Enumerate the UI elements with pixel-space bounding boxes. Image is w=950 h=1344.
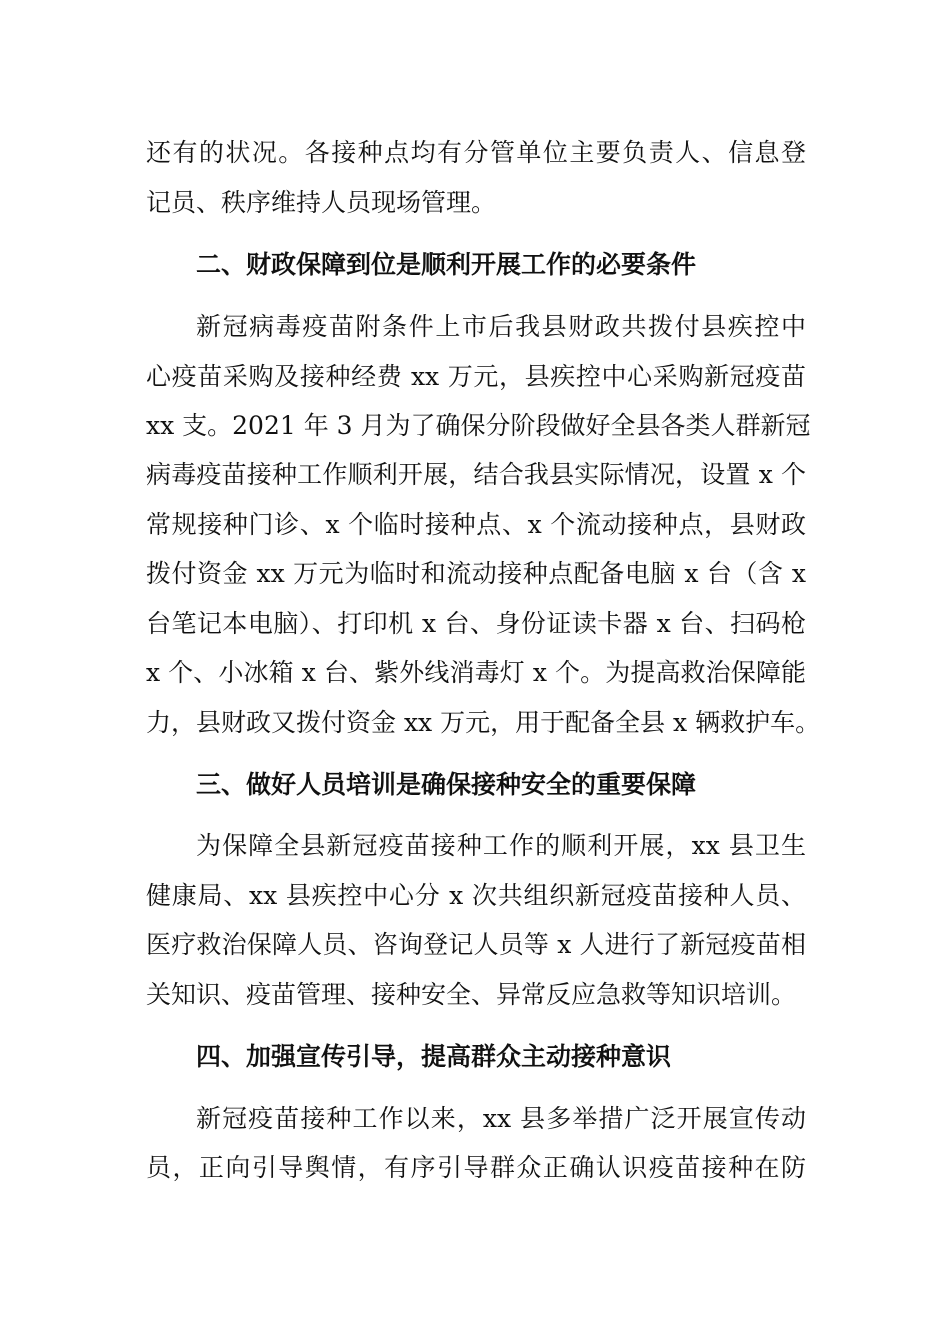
paragraph-line: 力，县财政又拨付资金 xx 万元，用于配备全县 x 辆救护车。	[146, 708, 821, 737]
paragraph-line: 心疫苗采购及接种经费 xx 万元，县疾控中心采购新冠疫苗	[146, 362, 806, 391]
paragraph-line: 台笔记本电脑）、打印机 x 台、身份证读卡器 x 台、扫码枪	[146, 609, 806, 638]
paragraph-line: 还有的状况。各接种点均有分管单位主要负责人、信息登	[146, 138, 806, 167]
section-heading: 二、财政保障到位是顺利开展工作的必要条件	[196, 250, 697, 279]
paragraph-line: 拨付资金 xx 万元为临时和流动接种点配备电脑 x 台（含 x	[146, 559, 806, 588]
paragraph-line: 新冠病毒疫苗附条件上市后我县财政共拨付县疾控中	[196, 312, 806, 341]
paragraph-line: 病毒疫苗接种工作顺利开展，结合我县实际情况，设置 x 个	[146, 460, 806, 489]
paragraph-line: x 个、小冰箱 x 台、紫外线消毒灯 x 个。为提高救治保障能	[146, 658, 806, 687]
paragraph-line: 为保障全县新冠疫苗接种工作的顺利开展，xx 县卫生	[196, 831, 806, 860]
paragraph-line: 健康局、xx 县疾控中心分 x 次共组织新冠疫苗接种人员、	[146, 881, 806, 910]
paragraph-line: 医疗救治保障人员、咨询登记人员等 x 人进行了新冠疫苗相	[146, 930, 806, 959]
paragraph-line: 新冠疫苗接种工作以来，xx 县多举措广泛开展宣传动	[196, 1104, 806, 1133]
paragraph-line: 记员、秩序维持人员现场管理。	[146, 188, 497, 217]
section-heading: 四、加强宣传引导，提高群众主动接种意识	[196, 1042, 672, 1071]
paragraph-line: 常规接种门诊、x 个临时接种点、x 个流动接种点，县财政	[146, 510, 806, 539]
paragraph-line: 员，正向引导舆情，有序引导群众正确认识疫苗接种在防	[146, 1153, 806, 1182]
paragraph-line: xx 支。2021 年 3 月为了确保分阶段做好全县各类人群新冠	[146, 411, 811, 440]
section-heading: 三、做好人员培训是确保接种安全的重要保障	[196, 770, 697, 799]
paragraph-line: 关知识、疫苗管理、接种安全、异常反应急救等知识培训。	[146, 980, 797, 1009]
